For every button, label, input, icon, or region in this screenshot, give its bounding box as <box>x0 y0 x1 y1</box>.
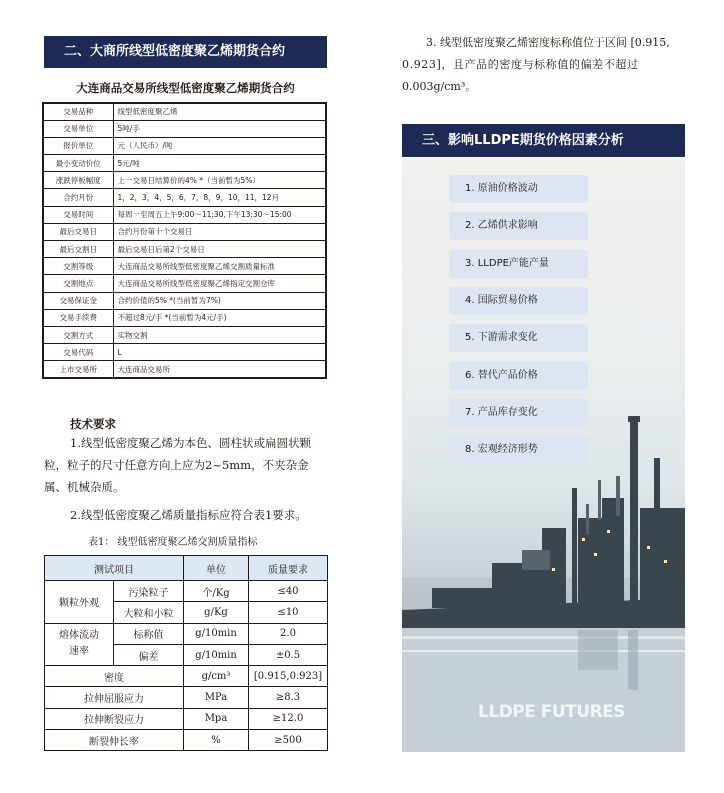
quality-header-row <box>45 556 328 581</box>
row-unit: Mpa <box>184 708 249 729</box>
contract-value: 合约月份第十个交易日 <box>113 223 326 240</box>
contract-row <box>43 223 326 240</box>
contract-row <box>43 258 326 275</box>
contract-table <box>42 102 327 379</box>
contract-key: 最小变动价位 <box>43 155 113 172</box>
row-requirement: [0.915,0.923] <box>249 666 328 687</box>
contract-row <box>43 120 326 137</box>
contract-key: 交割方式 <box>43 326 113 343</box>
contract-row <box>43 275 326 292</box>
factor-item: 1. 原油价格波动 <box>449 175 588 203</box>
contract-key: 报价单位 <box>43 137 113 154</box>
row-name: 标称值 <box>114 623 184 644</box>
para3-line3: 0.003g/cm³。 <box>402 80 477 93</box>
melt-label-line2: 速率 <box>69 646 89 658</box>
contract-value: 上一交易日结算价的4% *（当前暂为5%） <box>113 172 326 189</box>
factor-item: 8. 宏观经济形势 <box>449 436 588 464</box>
contract-key: 最后交易日 <box>43 223 113 240</box>
contract-value: 不超过8元/手 *(当前暂为4元/手) <box>113 309 326 326</box>
row-unit: g/cm³ <box>184 666 249 687</box>
contract-row <box>43 189 326 206</box>
row-requirement: ≤40 <box>249 581 328 602</box>
section-header-factors <box>402 124 685 157</box>
contract-row <box>43 155 326 172</box>
contract-value: 大连商品交易所线型低密度聚乙烯指定交割仓库 <box>113 275 326 292</box>
row-requirement: ±0.5 <box>249 644 328 665</box>
tech-heading: 技术要求 <box>70 417 116 431</box>
contract-row <box>43 103 326 120</box>
contract-key: 交割地点 <box>43 275 113 292</box>
row-name: 拉伸断裂应力 <box>45 708 184 729</box>
contract-value: 大连商品交易所线型低密度聚乙烯交割质量标准 <box>113 258 326 275</box>
contract-title: 大连商品交易所线型低密度聚乙烯期货合约 <box>76 81 295 95</box>
contract-row <box>43 344 326 361</box>
contract-key: 交割等级 <box>43 258 113 275</box>
melt-flow-label <box>45 623 114 666</box>
table-row <box>45 708 328 729</box>
quality-table <box>44 555 328 751</box>
contract-row <box>43 206 326 223</box>
table-row <box>45 623 328 644</box>
row-name: 断裂伸长率 <box>45 730 184 751</box>
row-requirement: 2.0 <box>249 623 328 644</box>
contract-key: 涨跌停板幅度 <box>43 172 113 189</box>
contract-key: 交易代码 <box>43 344 113 361</box>
contract-value: 实物交割 <box>113 326 326 343</box>
factor-item: 6. 替代产品价格 <box>449 362 588 390</box>
tech-paragraph-1 <box>44 432 334 498</box>
contract-value: 最后交易日后第2个交易日 <box>113 241 326 258</box>
contract-key: 上市交易所 <box>43 361 113 378</box>
contract-row <box>43 241 326 258</box>
contract-key: 合约月份 <box>43 189 113 206</box>
table-row <box>45 581 328 602</box>
contract-value: 1，2，3，4，5，6，7，8，9，10，11，12月 <box>113 189 326 206</box>
contract-value: 5元/吨 <box>113 155 326 172</box>
contract-key: 交易品种 <box>43 103 113 120</box>
tech-para1-line1: 1.线型低密度聚乙烯为本色、圆柱状或扁圆状颗 <box>70 436 311 450</box>
contract-value: 线型低密度聚乙烯 <box>113 103 326 120</box>
row-unit: g/10min <box>184 644 249 665</box>
contract-row <box>43 172 326 189</box>
contract-key: 交易保证金 <box>43 292 113 309</box>
contract-value: 大连商品交易所 <box>113 361 326 378</box>
tech-para1-line2: 粒，粒子的尺寸任意方向上应为2~5mm，不夹杂金 <box>44 458 309 472</box>
factor-item: 2. 乙烯供求影响 <box>449 212 588 240</box>
table-row <box>45 687 328 708</box>
row-requirement: ≥8.3 <box>249 687 328 708</box>
contract-key: 交易时间 <box>43 206 113 223</box>
factor-item: 5. 下游需求变化 <box>449 324 588 352</box>
table-caption: 表1： 线型低密度聚乙烯交割质量指标 <box>88 537 258 548</box>
row-name: 密度 <box>45 666 184 687</box>
row-name: 污染粒子 <box>114 581 184 602</box>
contract-value: 每周一至周五上午9:00～11:30,下午13:30～15:00 <box>113 206 326 223</box>
row-requirement: ≤10 <box>249 602 328 623</box>
section-title: 二、大商所线型低密度聚乙烯期货合约 <box>64 44 286 59</box>
table-row <box>45 730 328 751</box>
row-unit: g/10min <box>184 623 249 644</box>
contract-value: 合约价值的5% *(当前暂为7%) <box>113 292 326 309</box>
contract-row <box>43 326 326 343</box>
row-unit: 个/Kg <box>184 581 249 602</box>
factor-item: 7. 产品库存变化 <box>449 399 588 427</box>
row-name: 拉伸屈服应力 <box>45 687 184 708</box>
photo-caption: LLDPE FUTURES <box>478 702 626 722</box>
contract-key: 最后交割日 <box>43 241 113 258</box>
row-requirement: ≥500 <box>249 730 328 751</box>
tech-para1-line3: 属、机械杂质。 <box>44 480 125 494</box>
density-paragraph <box>402 32 692 98</box>
para3-line1: 3. 线型低密度聚乙烯密度标称值位于区间 [0.915, <box>426 36 670 49</box>
para3-line2: 0.923]，且产品的密度与标称值的偏差不超过 <box>402 58 639 71</box>
melt-label-line1: 熔体流动 <box>59 630 99 642</box>
contract-value: 元（人民币）/吨 <box>113 137 326 154</box>
row-name: 大粒和小粒 <box>114 602 184 623</box>
granule-label: 颗粒外观 <box>45 581 114 624</box>
contract-value: L <box>113 344 326 361</box>
row-name: 偏差 <box>114 644 184 665</box>
section-header-contract <box>44 36 327 68</box>
contract-key: 交易单位 <box>43 120 113 137</box>
contract-value: 5吨/手 <box>113 120 326 137</box>
factor-item: 4. 国际贸易价格 <box>449 287 588 315</box>
table-row <box>45 666 328 687</box>
tech-paragraph-2: 2.线型低密度聚乙烯质量指标应符合表1要求。 <box>70 508 307 522</box>
contract-key: 交易手续费 <box>43 309 113 326</box>
contract-row <box>43 137 326 154</box>
section-title: 三、影响LLDPE期货价格因素分析 <box>422 133 624 148</box>
header-requirement: 质量要求 <box>249 556 328 581</box>
factor-item: 3. LLDPE产能产量 <box>449 250 588 278</box>
header-unit: 单位 <box>184 556 249 581</box>
contract-row <box>43 292 326 309</box>
row-unit: g/Kg <box>184 602 249 623</box>
header-item: 测试项目 <box>45 556 184 581</box>
contract-row <box>43 309 326 326</box>
contract-row <box>43 361 326 378</box>
row-unit: % <box>184 730 249 751</box>
row-requirement: ≥12.0 <box>249 708 328 729</box>
row-unit: MPa <box>184 687 249 708</box>
